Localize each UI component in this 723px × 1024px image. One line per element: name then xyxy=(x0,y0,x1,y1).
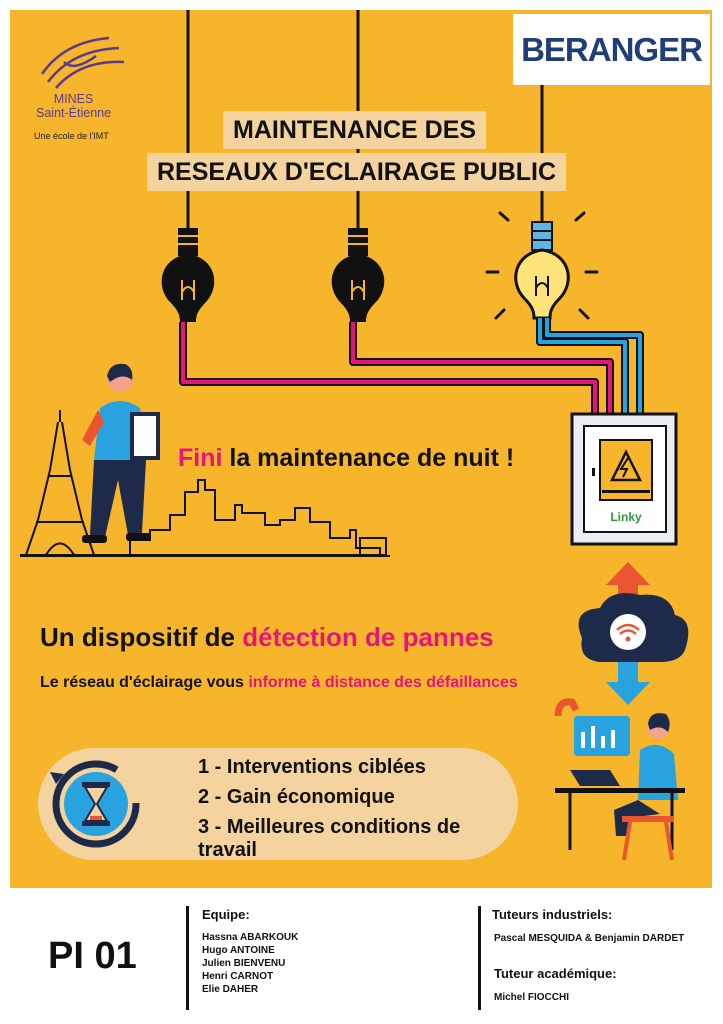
tagline-highlight: informe à distance des défaillances xyxy=(248,674,518,691)
box-label: Linky xyxy=(610,510,642,524)
desk-worker xyxy=(555,702,685,860)
hourglass-icon xyxy=(46,754,146,854)
slogan-rest: la maintenance de nuit ! xyxy=(222,444,515,472)
skyline xyxy=(20,480,380,555)
team-member: Hassna ABARKOUK xyxy=(202,932,299,943)
bulb-off-icon xyxy=(162,228,215,322)
eiffel-tower-icon xyxy=(26,410,94,555)
mines-subtitle: Une école de l'IMT xyxy=(34,131,109,141)
industrial-heading: Tuteurs industriels: xyxy=(492,907,613,922)
wifi-cloud-icon xyxy=(579,562,689,705)
poster xyxy=(10,10,712,888)
beranger-logo xyxy=(513,14,710,85)
benefits-panel xyxy=(38,748,518,860)
bulb-off-icon xyxy=(332,228,385,322)
team-member: Elie DAHER xyxy=(202,984,259,995)
device-heading xyxy=(40,622,494,653)
slogan-highlight: Fini xyxy=(178,444,223,472)
title-line-2: RESEAUX D'ECLAIRAGE PUBLIC xyxy=(147,153,566,191)
slogan xyxy=(178,444,514,473)
industrial-tutors: Pascal MESQUIDA & Benjamin DARDET xyxy=(494,933,685,944)
benefit-1: 1 - Interventions ciblées xyxy=(198,756,426,778)
team-heading: Equipe: xyxy=(202,907,250,922)
academic-tutor: Michel FIOCCHI xyxy=(494,992,570,1003)
footer-divider-2 xyxy=(478,906,481,1010)
team-member: Hugo ANTOINE xyxy=(202,945,275,956)
mines-name xyxy=(36,92,111,120)
benefit-2: 2 - Gain économique xyxy=(198,786,395,808)
benefit-3: 3 - Meilleures conditions de travail xyxy=(198,816,461,861)
project-code: PI 01 xyxy=(48,935,137,977)
beranger-name: BERANGER xyxy=(521,30,702,68)
tagline xyxy=(40,674,518,692)
tagline-prefix: Le réseau d'éclairage vous xyxy=(40,674,249,691)
footer-divider-1 xyxy=(186,906,189,1010)
worker-person xyxy=(82,364,160,543)
mines-line1: MINES xyxy=(53,92,94,106)
academic-heading: Tuteur académique: xyxy=(494,966,617,981)
electrical-box xyxy=(572,414,676,544)
title-line-1: MAINTENANCE DES xyxy=(223,111,486,149)
team-member: Henri CARNOT xyxy=(202,971,274,982)
device-highlight: détection de pannes xyxy=(242,622,494,652)
mines-line2: Saint-Étienne xyxy=(36,106,112,120)
team-member: Julien BIENVENU xyxy=(202,958,286,969)
team-list xyxy=(202,931,298,996)
device-prefix: Un dispositif de xyxy=(40,622,243,652)
